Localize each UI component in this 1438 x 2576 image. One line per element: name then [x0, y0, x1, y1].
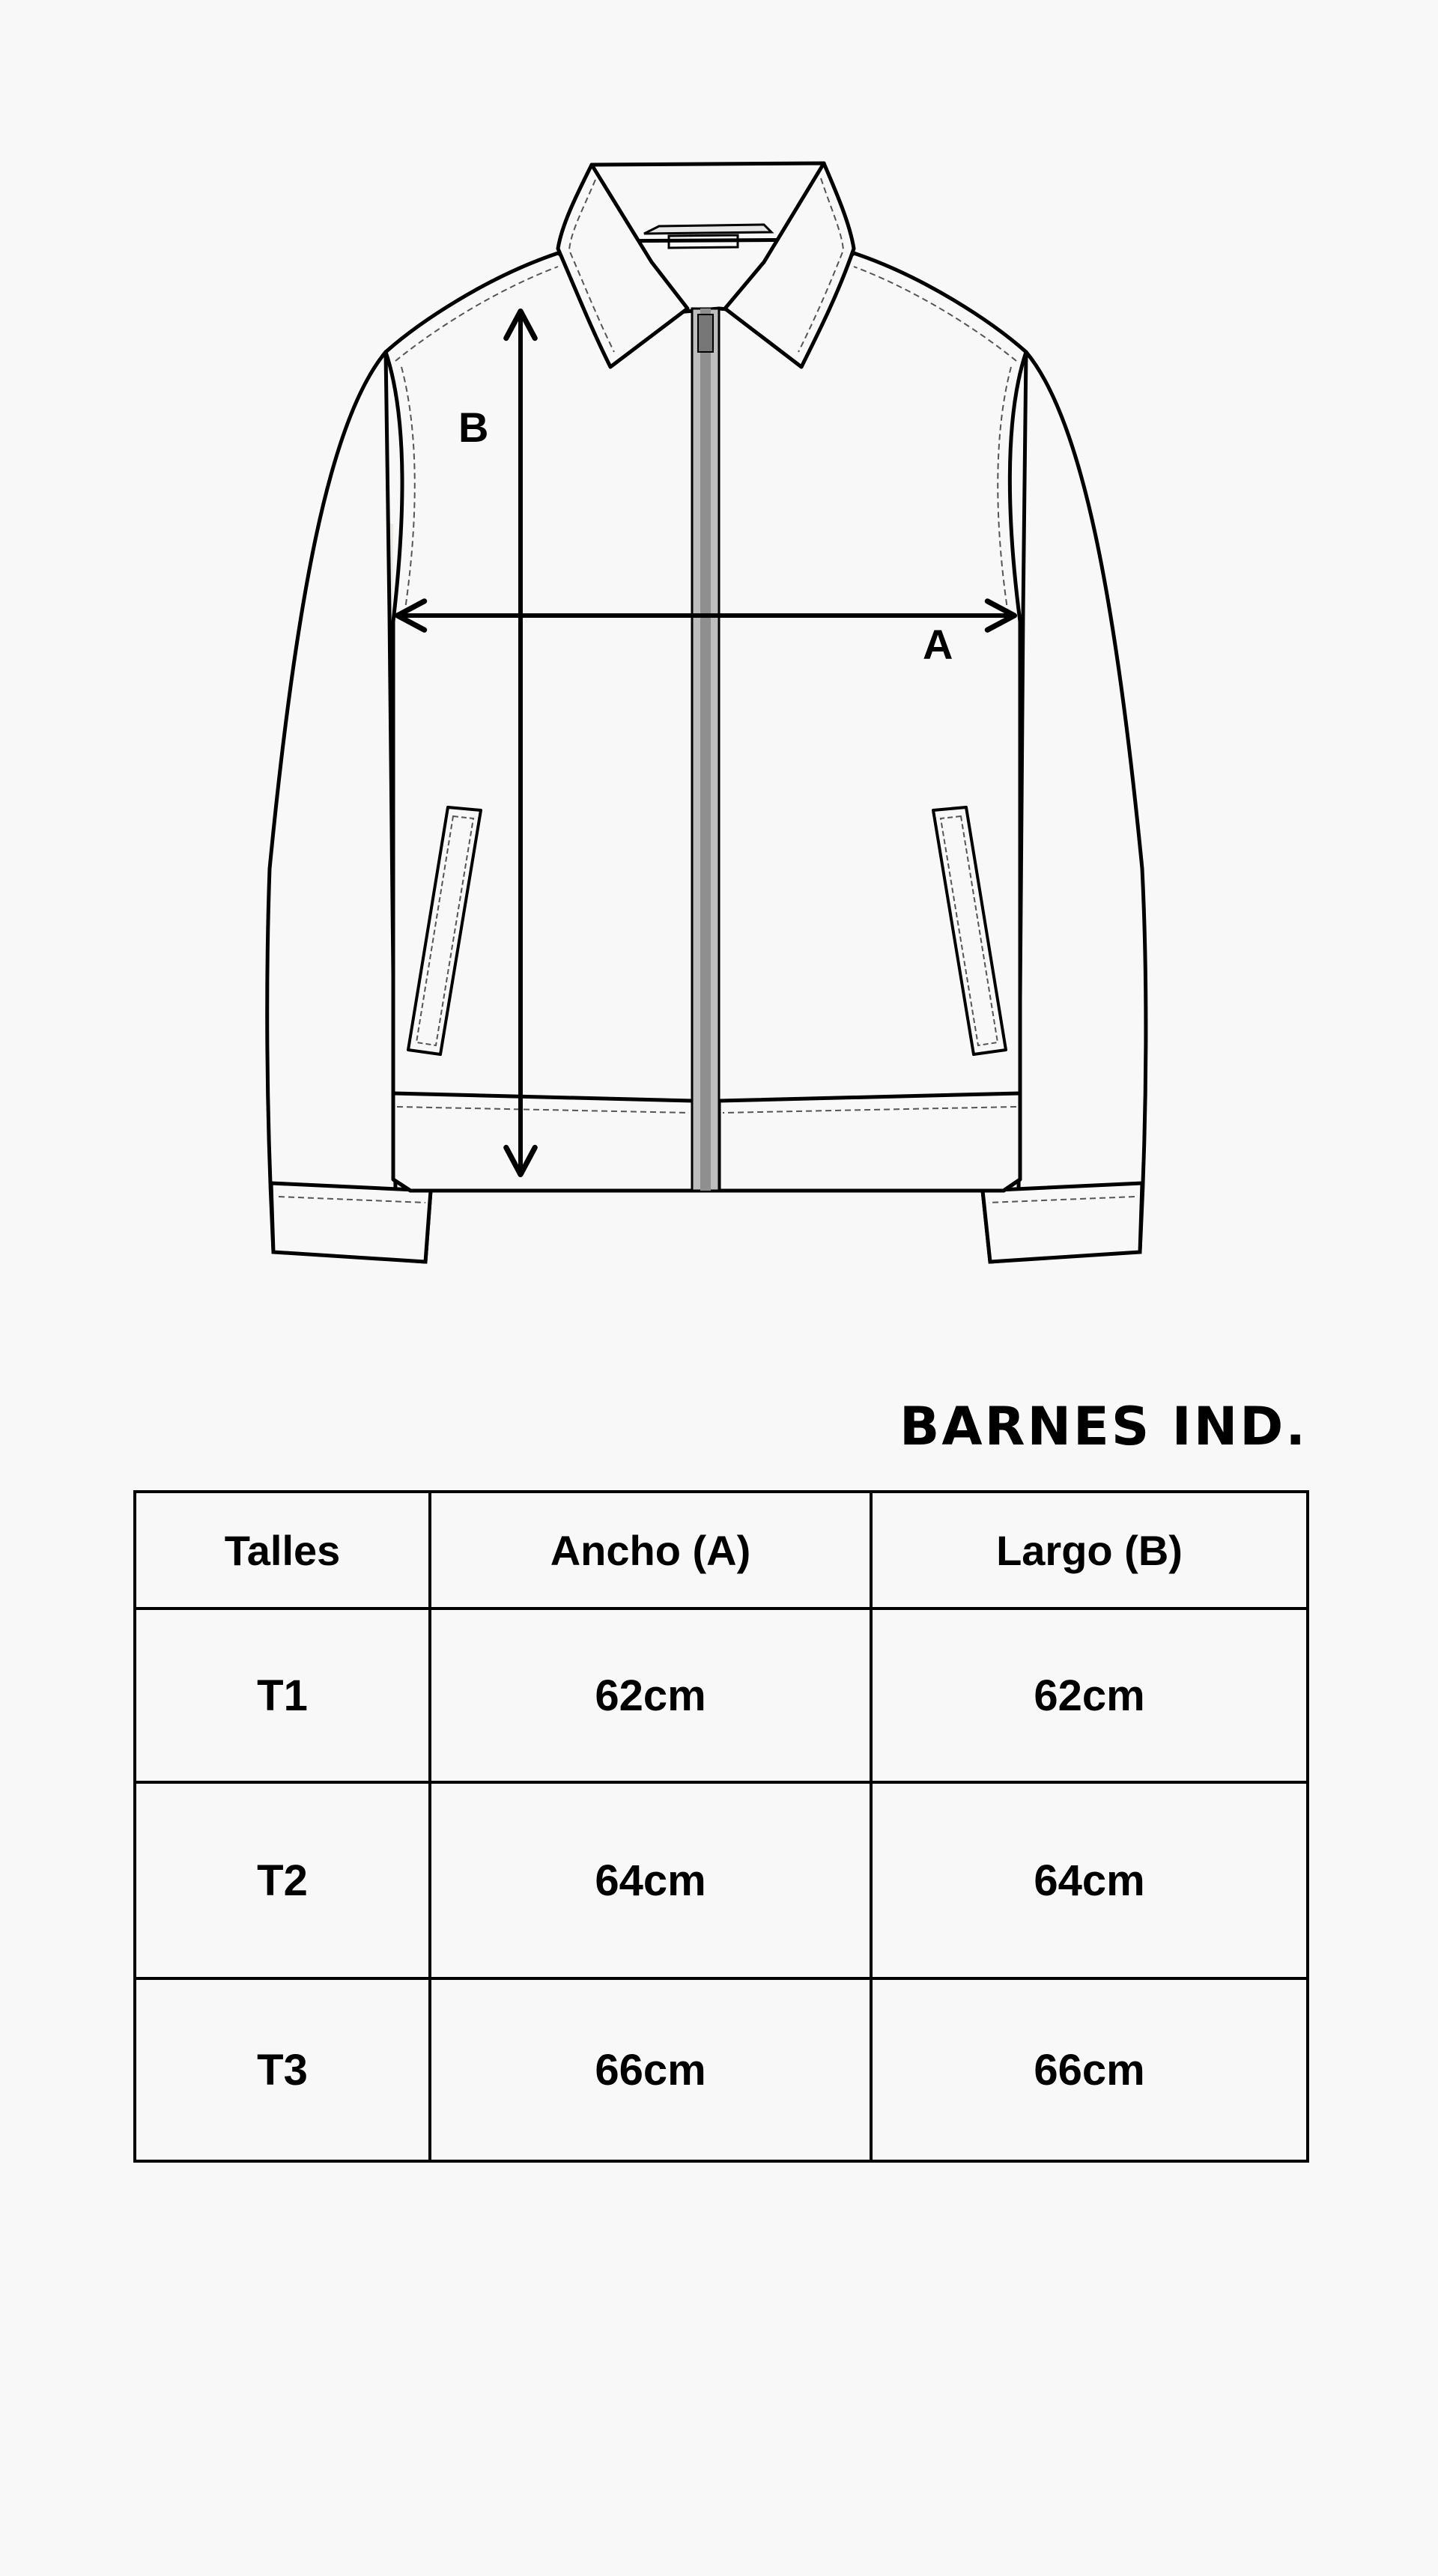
table-row — [135, 1978, 1308, 2161]
header-size: Talles — [135, 1492, 430, 1609]
cell-length: 62cm — [871, 1609, 1308, 1782]
cell-size: T1 — [135, 1609, 430, 1782]
right-cuff — [983, 1183, 1142, 1262]
cell-width: 66cm — [430, 1978, 871, 2161]
table-header-row — [135, 1492, 1308, 1609]
brand-name: BARNES IND. — [899, 1396, 1308, 1457]
header-width: Ancho (A) — [430, 1492, 871, 1609]
cell-width: 64cm — [430, 1782, 871, 1978]
cell-width: 62cm — [430, 1609, 871, 1782]
label-length: B — [458, 404, 489, 451]
left-cuff — [271, 1183, 431, 1262]
cell-length: 66cm — [871, 1978, 1308, 2161]
zipper — [692, 309, 719, 1191]
size-chart-table — [133, 1490, 1309, 2163]
table-row — [135, 1609, 1308, 1782]
cell-size: T3 — [135, 1978, 430, 2161]
cell-size: T2 — [135, 1782, 430, 1978]
header-length: Largo (B) — [871, 1492, 1308, 1609]
cell-length: 64cm — [871, 1782, 1308, 1978]
table-row — [135, 1782, 1308, 1978]
label-width: A — [923, 621, 953, 668]
